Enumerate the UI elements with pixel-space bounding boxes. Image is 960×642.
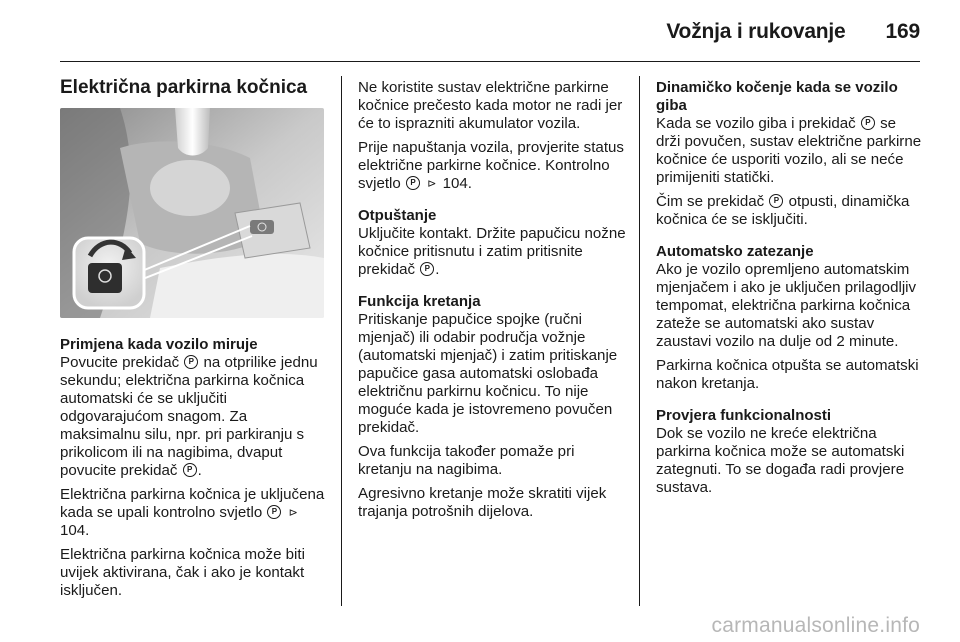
text-run: otpusti, dinamička kočnica će se isključiti.: [656, 193, 910, 228]
text-run: Električna parkirna kočnica može biti uvijek aktivirana, čak i ako je kontakt isključen.: [60, 546, 305, 599]
text-run: Dok se vozilo ne kreće električna parkirna kočnica može se automatski zategnuti. To se događa radi provjere sustava.: [656, 425, 905, 496]
body-paragraph: [358, 79, 628, 133]
parking-brake-photo: [60, 108, 324, 318]
text-run: Prije napuštanja vozila, provjerite status električne parkirne kočnice. Kontrolno svjetlo: [358, 139, 624, 192]
parking-brake-icon: [184, 355, 198, 369]
text-run: Električna parkirna kočnica je uključena kada se upali kontrolno svjetlo: [60, 486, 325, 521]
text-run: .: [435, 261, 440, 278]
header-rule: [60, 61, 920, 62]
text-block: [656, 407, 924, 497]
body-paragraph: [358, 225, 628, 279]
parking-brake-icon: [183, 463, 197, 477]
subsection-heading: Funkcija kretanja: [358, 293, 481, 310]
column-3: [656, 79, 924, 503]
footer-brand: carmanualsonline.info: [711, 614, 920, 637]
text-run: Kada se vozilo giba i prekidač: [656, 115, 860, 132]
page-header: [666, 14, 920, 50]
parking-brake-icon: [769, 194, 783, 208]
text-run: 104.: [438, 175, 472, 192]
body-paragraph: [60, 486, 326, 540]
body-paragraph: [656, 193, 924, 229]
body-paragraph: [60, 354, 326, 480]
text-run: Pritiskanje papučice spojke (ručni mjenjač) ili odabir područja vožnje (automatski mjenjač) i zatim pritiskanje papučice gasa automatski oslobađa električnu parkirnu kočnicu. To nije moguće kada je istovremeno povučen prekidač.: [358, 311, 618, 436]
page-ref-icon: ⊳: [427, 178, 437, 190]
text-run: [421, 175, 425, 192]
subsection-heading: Dinamičko kočenje kada se vozilo giba: [656, 79, 898, 114]
text-run: Ova funkcija također pomaže pri kretanju na nagibima.: [358, 443, 575, 478]
body-paragraph: [656, 115, 924, 187]
subsection-heading: Automatsko zatezanje: [656, 243, 814, 260]
parking-brake-icon: [420, 262, 434, 276]
column-divider-2: [639, 76, 640, 606]
body-paragraph: [358, 443, 628, 479]
text-run: Agresivno kretanje može skratiti vijek trajanja potrošnih dijelova.: [358, 485, 607, 520]
column-1: [60, 336, 326, 606]
text-run: Ako je vozilo opremljeno automatskim mjenjačem i ako je uključen prilagodljiv tempomat, električna parkirna kočnica zateže se automatski ako sustav zaustavi vozilo na dulje od 2 minute.: [656, 261, 917, 350]
parking-brake-icon: [406, 176, 420, 190]
text-block: [60, 336, 326, 600]
body-paragraph: [358, 311, 628, 437]
text-run: Povucite prekidač: [60, 354, 184, 371]
body-paragraph: [358, 139, 628, 193]
text-run: .: [197, 462, 202, 479]
text-run: Uključite kontakt. Držite papučicu nožne kočnice pritisnutu i zatim pritisnite prekidač: [358, 225, 626, 278]
section-title: Električna parkirna kočnica: [60, 77, 308, 98]
text-run: se drži povučen, sustav električne parkirne kočnice će usporiti vozilo, ali se neće primijeniti statički.: [656, 115, 922, 186]
subsection-heading: Otpuštanje: [358, 207, 437, 224]
body-paragraph: [656, 425, 924, 497]
body-paragraph: [60, 546, 326, 600]
text-run: [282, 504, 286, 521]
text-run: Čim se prekidač: [656, 193, 769, 210]
text-block: [358, 79, 628, 193]
text-block: [656, 243, 924, 393]
text-run: 104.: [60, 522, 90, 539]
page-ref-icon: ⊳: [288, 507, 298, 519]
body-paragraph: [656, 261, 924, 351]
column-2: [358, 79, 628, 527]
body-paragraph: [358, 485, 628, 521]
text-run: Parkirna kočnica otpušta se automatski nakon kretanja.: [656, 357, 919, 392]
text-block: [358, 293, 628, 521]
column-divider-1: [341, 76, 342, 606]
subsection-heading: Provjera funkcionalnosti: [656, 407, 832, 424]
page-number: 169: [885, 20, 920, 43]
parking-brake-icon: [267, 505, 281, 519]
subsection-heading: Primjena kada vozilo miruje: [60, 336, 258, 353]
text-run: na otprilike jednu sekundu; električna parkirna kočnica automatski će se uključiti odgovarajućom snagom. Za maksimalnu silu, npr. pri parkiranju s prikolicom ili na nagibima, dvaput povucite prekidač: [60, 354, 318, 479]
header-title: Vožnja i rukovanje: [666, 20, 846, 43]
text-block: [656, 79, 924, 229]
body-paragraph: [656, 357, 924, 393]
text-run: Ne koristite sustav električne parkirne kočnice prečesto kada motor ne radi jer će to isprazniti akumulator vozila.: [358, 79, 623, 132]
text-block: [358, 207, 628, 279]
parking-brake-icon: [861, 116, 875, 130]
